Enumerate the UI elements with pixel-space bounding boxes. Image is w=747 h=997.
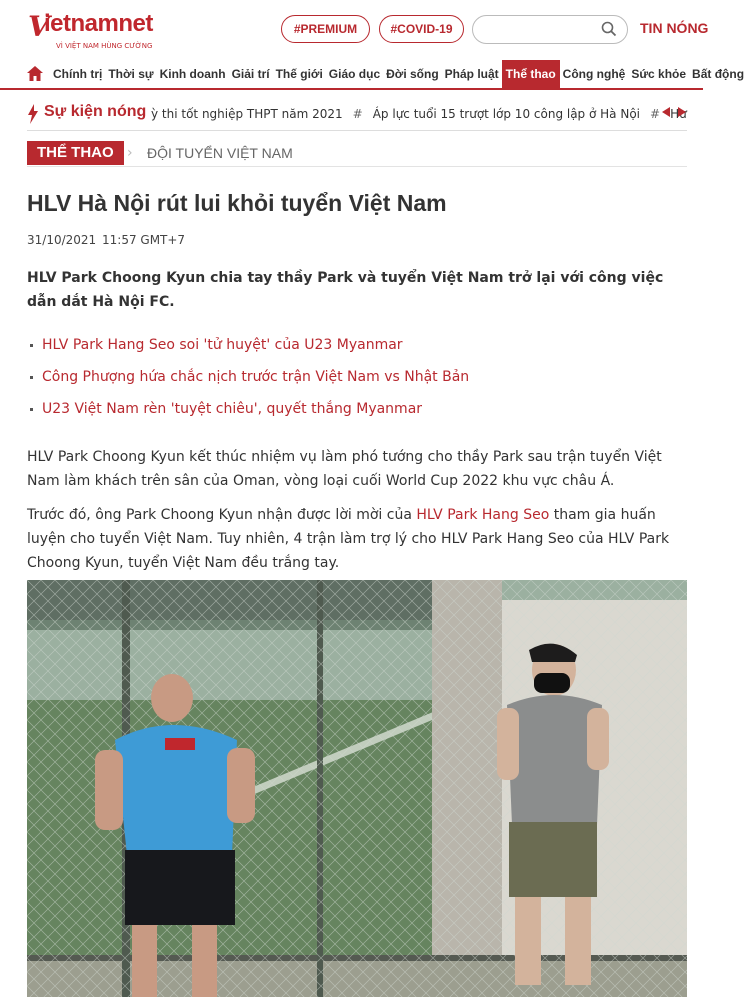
site-logo[interactable]: [28, 8, 153, 54]
nav-item[interactable]: Giáo dục: [328, 67, 381, 81]
related-link[interactable]: U23 Việt Nam rèn 'tuyệt chiêu', quyết thắng Myanmar: [27, 397, 469, 429]
related-link[interactable]: Công Phượng hứa chắc nịch trước trận Việt Nam vs Nhật Bản: [27, 365, 469, 397]
article-sapo: HLV Park Choong Kyun chia tay thầy Park và tuyển Việt Nam trở lại với công việc dẫn dắt Hà Nội FC.: [27, 270, 664, 310]
home-icon[interactable]: [27, 66, 43, 81]
ticker-prev-icon[interactable]: [662, 107, 670, 117]
divider: [27, 130, 687, 131]
nav-item[interactable]: Đời sống: [386, 67, 439, 81]
article-time: 11:57 GMT+7: [102, 233, 186, 247]
ticker-label: Sự kiện nóng: [44, 103, 147, 120]
related-links: [27, 333, 469, 429]
ticker-item[interactable]: Hư: [670, 107, 687, 121]
premium-tag-button[interactable]: #PREMIUM: [281, 15, 370, 43]
ticker-item[interactable]: Áp lực tuổi 15 trượt lớp 10 công lập ở Hà Nội: [372, 107, 640, 121]
nav-item[interactable]: Pháp luật: [444, 67, 499, 81]
ticker-next-icon[interactable]: [678, 107, 686, 117]
article-title: HLV Hà Nội rút lui khỏi tuyển Việt Nam: [27, 190, 447, 216]
lightning-icon: [27, 104, 39, 124]
inline-link[interactable]: HLV Park Hang Seo: [416, 507, 550, 523]
hot-events-ticker: [27, 100, 690, 128]
nav-item[interactable]: Giải trí: [231, 67, 270, 81]
article-paragraph: [27, 503, 687, 575]
nav-item[interactable]: Thế giới: [275, 67, 323, 81]
nav-item[interactable]: Thể thao: [502, 60, 560, 88]
divider: [27, 166, 687, 167]
nav-item[interactable]: Sức khỏe: [631, 67, 687, 81]
covid-tag-button[interactable]: #COVID-19: [379, 15, 464, 43]
nav-item[interactable]: Kinh doanh: [159, 67, 226, 81]
logo-text: ietnamnet: [44, 10, 153, 37]
ticker-items: [151, 107, 687, 121]
related-link[interactable]: HLV Park Hang Seo soi 'tử huyệt' của U23 Myanmar: [27, 333, 469, 365]
search-icon[interactable]: [601, 21, 617, 37]
nav-items: [50, 60, 747, 88]
chevron-right-icon: ›: [127, 145, 133, 161]
article-date: 31/10/2021: [27, 233, 97, 247]
article-photo: [27, 580, 687, 997]
ticker-separator: #: [650, 107, 661, 121]
article-paragraph: HLV Park Choong Kyun kết thúc nhiệm vụ làm phó tướng cho thầy Park sau trận tuyển Việt Nam làm khách trên sân của Oman, vòng loại cuối World Cup 2022 khu vực châu Á.: [27, 449, 662, 489]
ticker-item[interactable]: ỳ thi tốt nghiệp THPT năm 2021: [151, 107, 343, 121]
logo-tagline: VÌ VIỆT NAM HÙNG CƯỜNG: [56, 42, 153, 50]
nav-item[interactable]: Công nghệ: [562, 67, 626, 81]
paragraph-text: tham gia huấn luyện cho tuyển Việt Nam. Tuy nhiên, 4 trận làm trợ lý cho HLV Park Hang Seo của HLV Park Choong Kyun, tuyển Việt Nam đều trắng tay.: [27, 507, 670, 571]
subcategory-link[interactable]: ĐỘI TUYỂN VIỆT NAM: [147, 145, 293, 161]
paragraph-text: Trước đó, ông Park Choong Kyun nhận được lời mời của: [27, 507, 417, 523]
nav-item[interactable]: Bất động: [692, 67, 745, 81]
nav-item[interactable]: Chính trị: [53, 67, 103, 81]
ticker-separator: #: [352, 107, 363, 121]
search-box[interactable]: [472, 15, 628, 44]
nav-item[interactable]: Thời sự: [108, 67, 154, 81]
category-badge[interactable]: THỂ THAO: [27, 141, 124, 165]
main-nav: [0, 60, 745, 90]
tin-nong-link[interactable]: TIN NÓNG: [640, 20, 709, 36]
logo-mark: V: [28, 10, 49, 43]
search-input[interactable]: [483, 16, 607, 43]
